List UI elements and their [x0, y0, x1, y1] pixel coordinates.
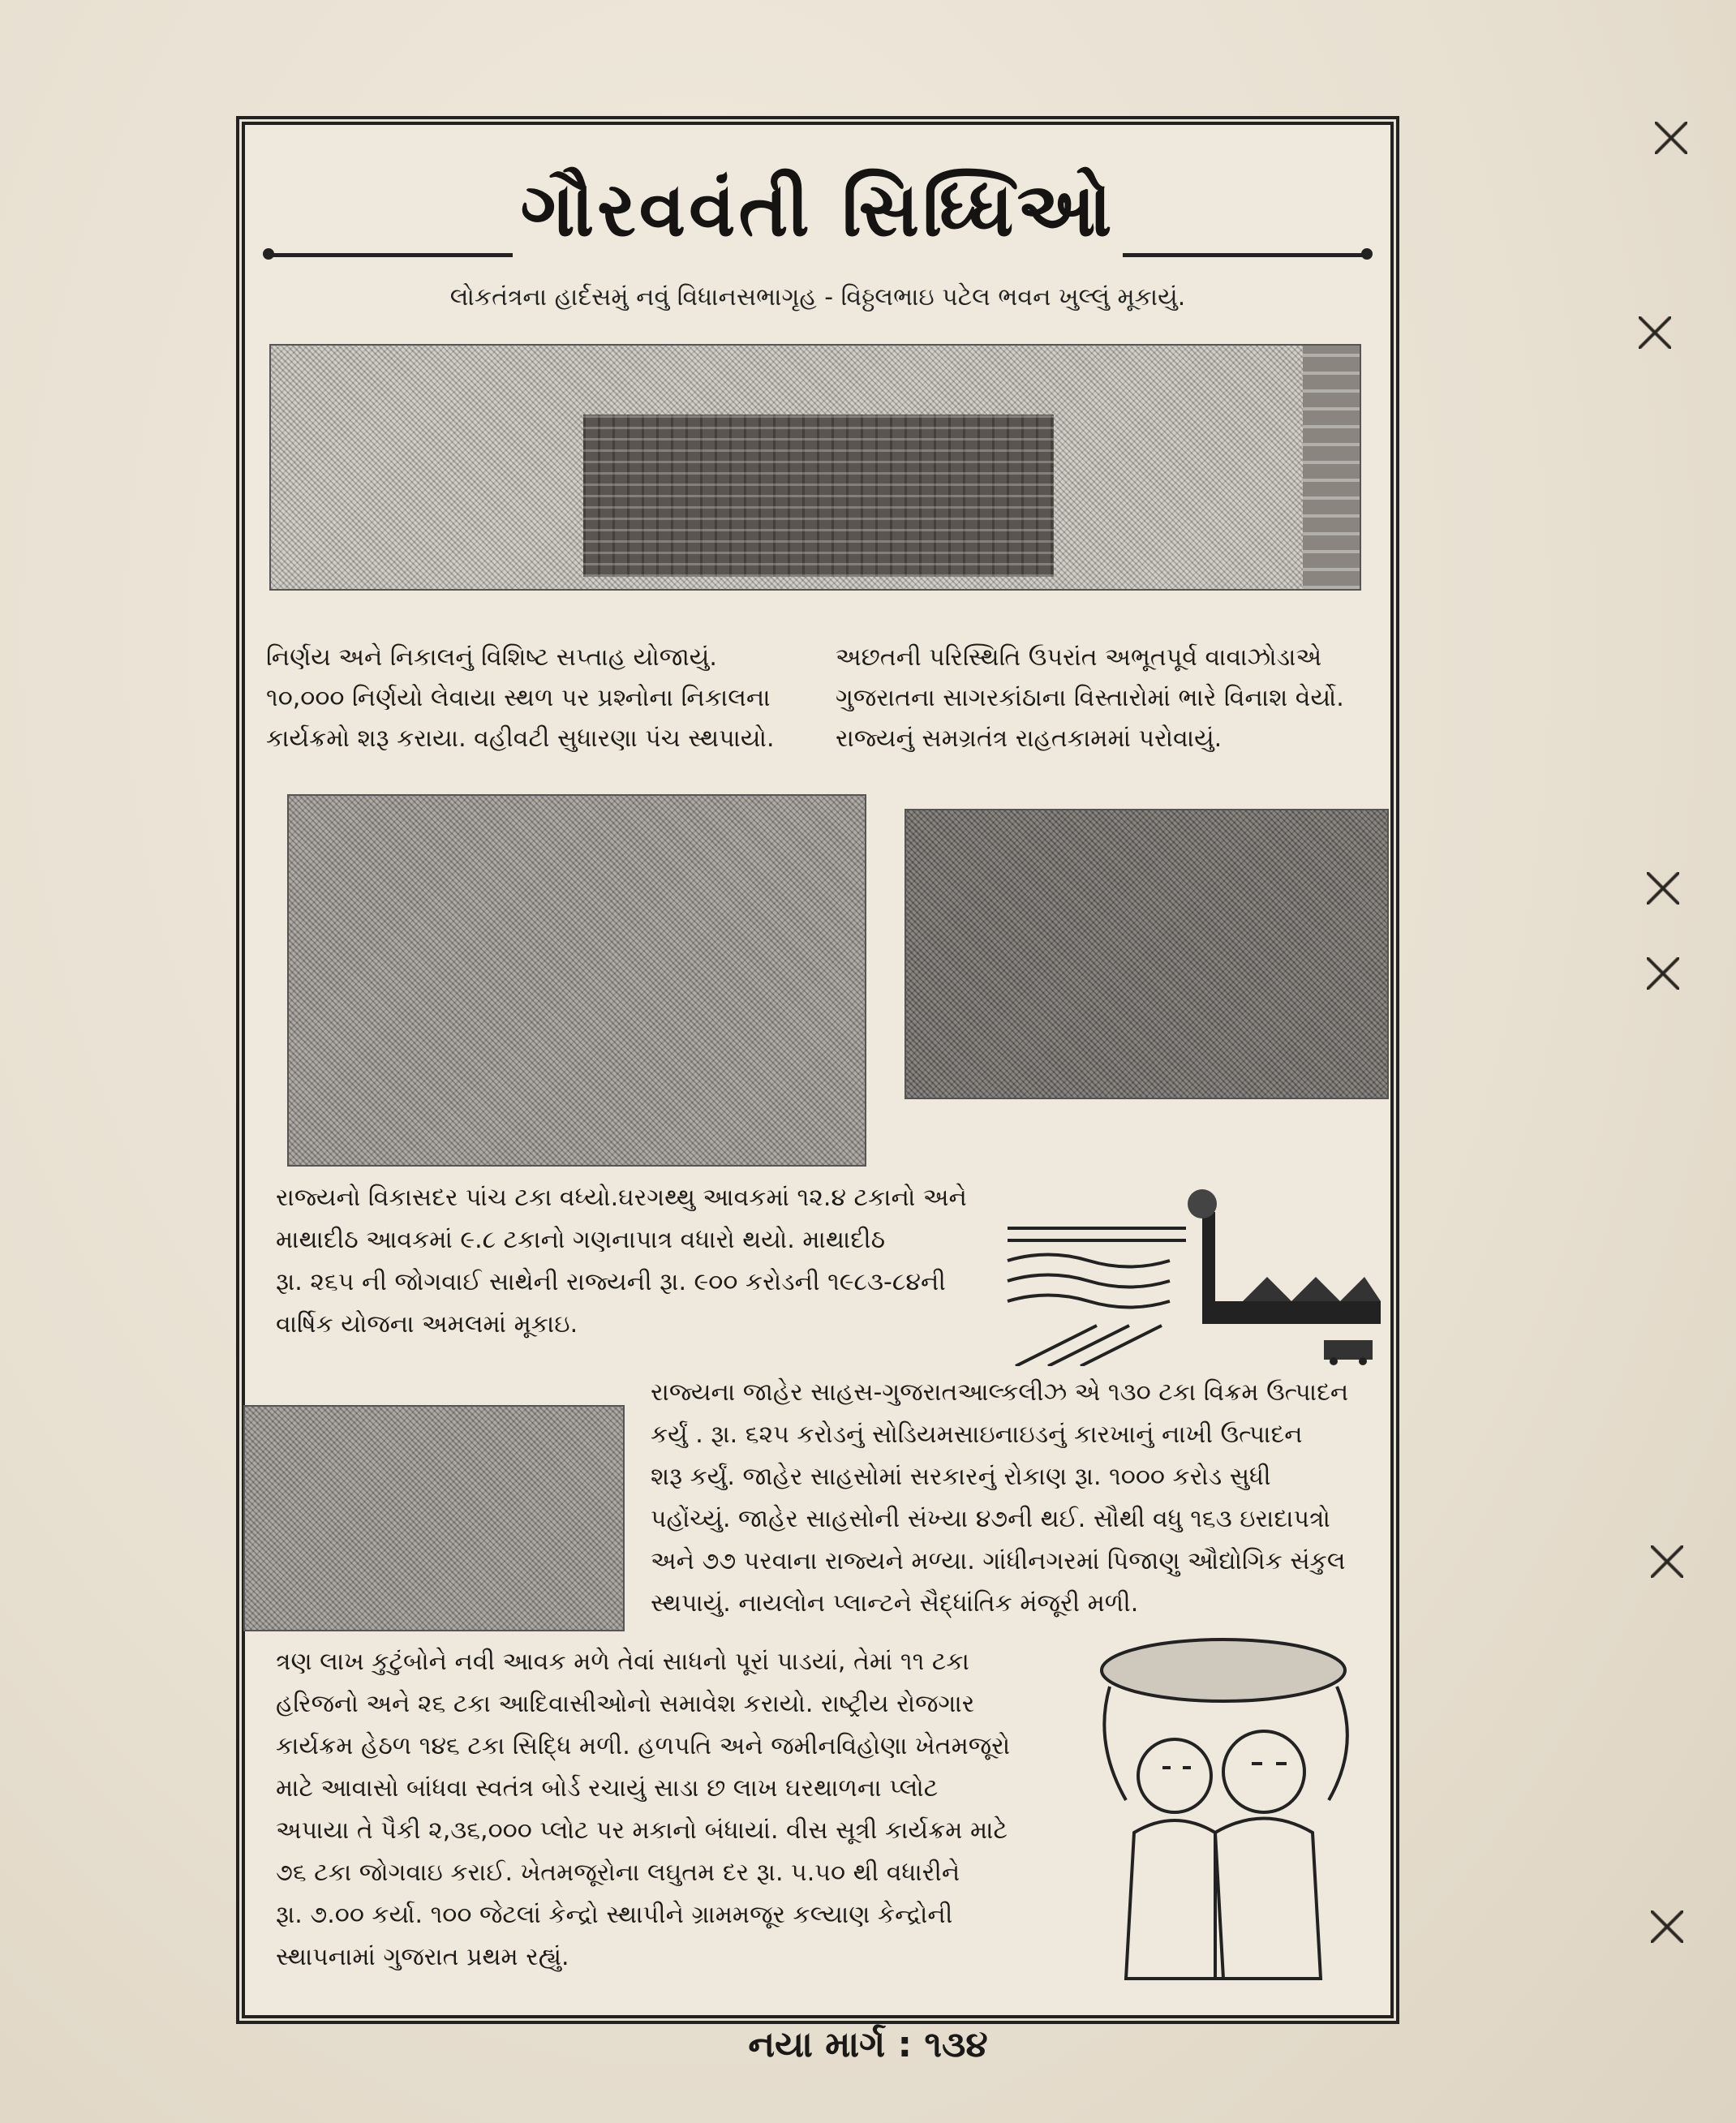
tower-block: [1303, 346, 1360, 589]
page-subtitle: લોકતંત્રના હાર્દસમું નવું વિધાનસભાગૃહ - વિઠ્ઠલભાઇ પટેલ ભવન ખુલ્લું મૂકાયું.: [449, 283, 1186, 312]
welfare-line: કાર્યક્રમ હેઠળ ૧૪૬ ટકા સિદ્ધિ મળી. હળપતિ અને જમીનવિહોણા ખેતમજૂરો: [276, 1732, 1011, 1760]
leader-photo: [287, 794, 866, 1167]
bulletin-frame: [242, 122, 1394, 2018]
decision-week-line: કાર્યક્રમો શરૂ કરાયા. વહીવટી સુધારણા પંચ સ્થપાયો.: [266, 724, 775, 753]
growth-line: માથાદીઠ આવકમાં ૯.૮ ટકાનો ગણનાપાત્ર વધારો થયો. માથાદીઠ: [276, 1226, 886, 1254]
assembly-building-photo: [269, 344, 1361, 591]
welfare-line: અપાયા તે પૈકી ૨,૩૬,૦૦૦ પ્લોટ પર મકાનો બંધાયાં. વીસ સૂત્રી કાર્યક્રમ માટે: [276, 1816, 1008, 1845]
growth-line: રાજ્યનો વિકાસદર પાંચ ટકા વધ્યો.ઘરગથ્થુ આવકમાં ૧૨.૪ ટકાનો અને: [276, 1184, 967, 1212]
page-footer: નયા માર્ગ : ૧૩૪: [748, 2024, 988, 2065]
enterprise-line: કર્યું . રૂા. ૬૨૫ કરોડનું સોડિયમસાઇનાઇડનું કારખાનું નાખી ઉત્પાદન: [651, 1420, 1303, 1449]
decision-week-line: ૧૦,૦૦૦ નિર્ણયો લેવાયા સ્થળ પર પ્રશ્નોના નિકાલના: [266, 684, 771, 712]
punch-hole-mark: [1651, 1910, 1683, 1943]
enterprise-line: પહોંચ્યું. જાહેર સાહસોની સંખ્યા ૪૭ની થઈ. સૌથી વધુ ૧૬૩ ઇરાદાપત્રો: [651, 1505, 1330, 1533]
industry-illustration: [999, 1180, 1389, 1366]
header: [245, 157, 1390, 312]
punch-hole-mark: [1651, 1545, 1683, 1578]
growth-line: રૂા. ૨૬૫ ની જોગવાઈ સાથેની રાજ્યની રૂા. ૯૦૦ કરોડની ૧૯૮૩-૮૪ની: [276, 1268, 946, 1296]
welfare-line: રૂા. ૭.૦૦ કર્યા. ૧૦૦ જેટલાં કેન્દ્રો સ્થાપીને ગ્રામમજૂર કલ્યાણ કેન્દ્રોની: [276, 1901, 953, 1929]
welfare-line: હરિજનો અને ૨૬ ટકા આદિવાસીઓનો સમાવેશ કરાયો. રાષ્ટ્રીય રોજગાર: [276, 1690, 975, 1718]
punch-hole-mark: [1639, 316, 1671, 349]
growth-line: વાર્ષિક યોજના અમલમાં મૂકાઇ.: [276, 1310, 578, 1339]
welfare-line: માટે આવાસો બાંધવા સ્વતંત્ર બોર્ડ રચાયું સાડા છ લાખ ઘરથાળના પ્લોટ: [276, 1774, 939, 1803]
drought-line: ગુજરાતના સાગરકાંઠાના વિસ્તારોમાં ભારે વિનાશ વેર્યો.: [836, 684, 1344, 712]
women-laborers-illustration: [1077, 1622, 1386, 1987]
enterprise-line: સ્થપાયું. નાયલોન પ્લાન્ટને સૈદ્ધાંતિક મંજૂરી મળી.: [651, 1589, 1139, 1618]
enterprise-line: રાજ્યના જાહેર સાહસ-ગુજરાતઆલ્કલીઝ એ ૧૩૦ ટકા વિક્રમ ઉત્પાદન: [651, 1378, 1349, 1407]
page-title: ગૌરવવંતી સિધ્ધિઓ: [520, 165, 1115, 253]
drought-line: અછતની પરિસ્થિતિ ઉપરાંત અભૂતપૂર્વ વાવાઝોડાએ: [836, 643, 1322, 672]
punch-hole-mark: [1647, 872, 1679, 905]
punch-hole-mark: [1647, 957, 1679, 990]
drought-line: રાજ્યનું સમગ્રતંત્ર રાહતકામમાં પરોવાયું.: [836, 724, 1223, 753]
welfare-line: ત્રણ લાખ કુટુંબોને નવી આવક મળે તેવાં સાધનો પૂરાં પાડયાં, તેમાં ૧૧ ટકા: [276, 1648, 969, 1676]
enterprise-line: અને ૭૭ પરવાના રાજ્યને મળ્યા. ગાંધીનગરમાં પિજાણુ ઔદ્યોગિક સંકુલ: [651, 1547, 1346, 1575]
welfare-line: સ્થાપનામાં ગુજરાત પ્રથમ રહ્યું.: [276, 1943, 569, 1971]
building-facade: [583, 415, 1054, 577]
decision-week-line: નિર્ણય અને નિકાલનું વિશિષ્ટ સપ્તાહ યોજાયું.: [266, 643, 717, 672]
industrial-plant-photo: [243, 1405, 625, 1631]
cyclone-damage-photo: [905, 809, 1389, 1099]
punch-hole-mark: [1655, 122, 1687, 154]
enterprise-line: શરૂ કર્યું. જાહેર સાહસોમાં સરકારનું રોકાણ રૂા. ૧૦૦૦ કરોડ સુધી: [651, 1463, 1271, 1491]
welfare-line: ૭૬ ટકા જોગવાઇ કરાઈ. ખેતમજૂરોના લઘુતમ દર રૂા. ૫.૫૦ થી વધારીને: [276, 1859, 960, 1887]
